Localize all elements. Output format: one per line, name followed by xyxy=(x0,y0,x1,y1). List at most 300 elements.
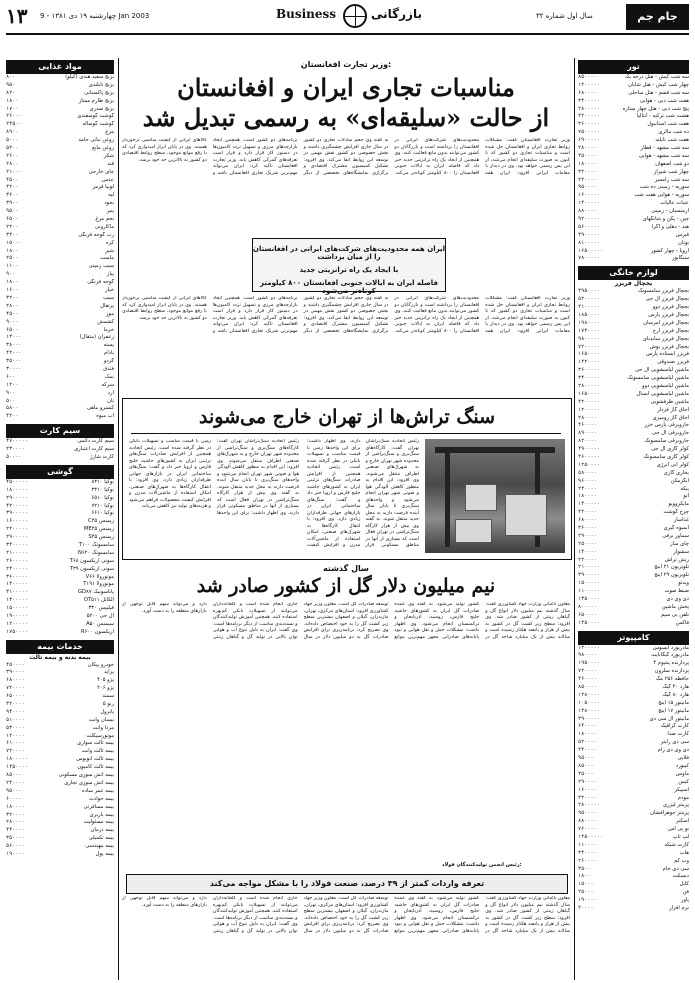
price-label: آلکاتل OT۵۱۱ xyxy=(83,597,114,604)
price-row xyxy=(6,334,114,342)
price-value: ۲۸۰۰۰۰ xyxy=(6,819,25,826)
price-label: یونان xyxy=(678,239,689,246)
price-value: ۳۴۰۰۰۰ xyxy=(578,849,597,856)
price-row xyxy=(578,905,689,913)
price-label: برنج تایلندی xyxy=(88,81,114,88)
price-value: ۴۵۰۰۰۰ xyxy=(578,152,597,159)
price-row xyxy=(6,740,114,748)
price-row xyxy=(6,74,114,82)
price-label: مادربورد ایسوس xyxy=(652,644,689,651)
price-value: ۲۵۰۰۰ xyxy=(578,889,594,896)
price-row xyxy=(578,383,689,391)
price-label: فریزر ایستاده پارس xyxy=(646,351,689,358)
price-value: ۲۱۰۰۰۰۰ xyxy=(6,549,28,556)
mobile-section-title: گوشی xyxy=(6,465,114,479)
price-label: گردو xyxy=(103,358,114,365)
price-value: ۳۱۰۰۰۰۰ xyxy=(6,589,28,596)
price-row xyxy=(6,82,114,90)
article1-deck-line1: ایران همه محدودیت‌های شرکت‌های ایرانی در افغانستان را از میان برداشت xyxy=(253,245,445,261)
price-value: ۵۰۰۰۰ xyxy=(6,453,22,460)
price-row xyxy=(578,98,689,106)
price-label: خودرو پیکان xyxy=(87,661,114,668)
article1-deck-line3: فاصله ایران به ایالات جنوبی افغانستان ۸۰۰ کیلومتر کوتاه‌تر می‌شود xyxy=(259,279,438,295)
price-label: مانیتور ۱۷ اینچ xyxy=(658,707,689,714)
price-label: هشت شب ترکیه - آنتالیا xyxy=(636,113,689,120)
price-value: ۵۶۰۰۰۰۰ xyxy=(578,223,600,230)
price-row xyxy=(578,684,689,692)
price-value: ۱۸۰۰۰۰ xyxy=(578,731,597,738)
price-row xyxy=(6,366,114,374)
price-label: بیمه عمر ساده xyxy=(82,787,114,794)
price-value: ۵۳۰۰۰۰ xyxy=(6,724,25,731)
price-label: اروپا - چهار کشور xyxy=(650,247,689,254)
price-label: خیار xyxy=(105,287,114,294)
article2-body-mid: رئیس اتحادیه سنگ‌تراشان تهران گفت: کارگاه‌های سنگ‌بری و سنگ‌تراشی از محدوده شهر تهران خارج و به شهرک‌های صنعتی اطراف منتقل می‌شوند. وی افزود: این اقدام به منظور کاهش آلودگی هوا و صوتی شهر تهران انجام می‌شود و واحدهای سنگ‌بری تا پایان سال آینده فرصت دارند به محل جدید منتقل شوند. به گفته وی بیش از هزار کارگاه سنگ‌تراشی در تهران فعال است که بسیاری از آنها در مناطق مسکونی قرار دارند. وی اظهار داشت: برای این واحدها زمین با قیمت مناسب و تسهیلات بانکی در نظر گرفته شده است. رئیس اتحادیه همچنین از افزایش صادرات سنگ‌های تزئینی ایران به کشورهای حاشیه خلیج فارس و اروپا خبر داد و گفت: سنگ‌های ساختمانی ایران در بازارهای جهانی طرفداران زیادی دارد. وی افزود: با انتقال کارگاه‌ها به شهرک‌های صنعتی، امکان استفاده از ماشین‌آلات مدرن و افزایش کیفیت xyxy=(307,439,419,548)
price-row xyxy=(578,184,689,192)
price-label: ارمنستان - زمینی xyxy=(651,208,689,215)
section-title-fa: بازرگانی xyxy=(371,7,422,21)
price-value: ۱۴۵۰۰۰۰۰ xyxy=(578,833,603,840)
price-row xyxy=(6,192,114,200)
price-value: ۳۴۰۰۰۰۰ xyxy=(578,375,600,382)
price-label: پخش ماشین xyxy=(661,603,689,610)
price-value: ۳۶۰۰۰۰ xyxy=(578,525,597,531)
price-row xyxy=(6,827,114,835)
price-value: ۳۲۰۰۰۰ xyxy=(6,701,25,708)
price-row xyxy=(578,525,689,533)
price-label: موز xyxy=(106,310,114,317)
price-value: ۷۸۰۰۰۰۰ xyxy=(578,255,600,262)
price-value: ۶۱۰۰۰۰ xyxy=(6,740,25,747)
price-value: ۹۸۰۰۰۰۰ xyxy=(578,335,600,342)
price-row xyxy=(578,676,689,684)
price-row xyxy=(578,580,689,588)
price-row xyxy=(6,129,114,137)
price-label: کارت گرافیک xyxy=(660,723,689,730)
price-row xyxy=(6,589,114,597)
price-row xyxy=(6,224,114,232)
price-value: ۴۶۰۰۰۰۰ xyxy=(578,453,600,460)
price-value: ۵۰۰ xyxy=(6,397,16,404)
price-value: ۴۵۰۰ xyxy=(6,176,19,183)
appliance-section-title: لوازم خانگی xyxy=(578,266,689,280)
price-row xyxy=(578,858,689,866)
price-label: سی دی خام xyxy=(662,865,689,872)
price-label: سه شب رامسر xyxy=(654,176,689,183)
price-label: پاترول xyxy=(100,708,114,715)
price-label: چهار شب شیراز xyxy=(653,168,689,175)
price-value: ۳۹۰۰ xyxy=(6,200,19,207)
price-row xyxy=(6,200,114,208)
price-value: ۲۸۰۰۰۰۰ xyxy=(578,105,600,112)
price-row xyxy=(578,391,689,399)
price-label: کارت شارژ xyxy=(89,453,114,460)
price-label: بیمه ثالث اتوبوس xyxy=(76,756,114,763)
price-label: سونی اریکسون T۶۸ xyxy=(69,557,114,564)
price-row xyxy=(578,810,689,818)
price-label: هارد ۴۰ گیگ xyxy=(662,684,689,691)
article-stone-cutters xyxy=(122,398,572,560)
price-label: کارت صدا xyxy=(667,731,689,738)
price-row xyxy=(6,121,114,129)
price-value: ۲۴۰۰۰۰ xyxy=(578,485,597,492)
price-label: جاروبرقی سامسونگ xyxy=(644,438,689,445)
price-row xyxy=(578,240,689,248)
price-row xyxy=(6,342,114,350)
price-row xyxy=(578,359,689,367)
price-row xyxy=(578,739,689,747)
price-row xyxy=(578,897,689,905)
price-label: سیم کارت دائمی xyxy=(77,438,114,445)
price-value: ۱۲۰۰۰۰ xyxy=(6,732,25,739)
price-row xyxy=(578,304,689,312)
price-value: ۲۹۰۰۰۰ xyxy=(578,532,597,539)
price-label: فندق xyxy=(103,365,114,372)
price-value: ۲۲۰۰ xyxy=(6,223,19,230)
price-value: ۱۲۰۰ xyxy=(6,381,19,388)
price-label: سوریه - زمینی ده شب xyxy=(639,184,689,191)
price-row xyxy=(578,438,689,446)
price-value: ۹۵۰ xyxy=(6,81,16,88)
price-row xyxy=(578,74,689,82)
price-value: ۱۸۰۰ xyxy=(578,873,591,880)
price-row xyxy=(578,255,689,263)
price-label: نوکیا ۶۵۱۰ xyxy=(91,494,114,501)
price-label: پنج شب دبی - هتل چهار ستاره xyxy=(622,105,689,112)
globe-icon xyxy=(343,4,367,28)
price-value: ۴۹۵۰۰۰۰ xyxy=(578,288,600,295)
price-value: ۷۲۰۰۰۰۰ xyxy=(578,343,600,350)
price-row xyxy=(6,662,114,670)
price-label: هفت شب استانبول xyxy=(647,121,689,128)
price-value: ۱۳۰۰۰۰۰ xyxy=(6,597,28,604)
price-row xyxy=(6,255,114,263)
price-label: دی وی دی xyxy=(666,596,689,603)
price-value: ۱۷۰۰ xyxy=(6,105,19,112)
price-value: ۱۲۵۰۰۰۰ xyxy=(578,461,600,468)
price-label: لوبیا قرمز xyxy=(92,184,114,191)
price-label: موتورولا V۶۶ xyxy=(85,573,114,580)
price-row xyxy=(578,336,689,344)
price-row xyxy=(578,779,689,787)
price-label: عتبات عالیات xyxy=(660,200,689,207)
price-value: ۸۸۰۰۰۰ xyxy=(578,818,597,825)
price-label: پراید xyxy=(104,669,114,676)
price-label: چهار شب کیش - هتل شایان xyxy=(628,81,689,88)
price-row xyxy=(6,717,114,725)
price-row xyxy=(6,287,114,295)
price-label: یخچال فریزر دوو xyxy=(652,304,689,311)
price-value: ۵۸۰۰۰۰ xyxy=(578,469,597,476)
price-row xyxy=(578,596,689,604)
price-row xyxy=(6,279,114,287)
price-label: سمند xyxy=(102,693,114,700)
price-label: شکر xyxy=(103,152,114,159)
right-price-column xyxy=(578,60,689,980)
price-label: سیمنس A۵۰ xyxy=(86,620,114,627)
price-label: سه شب کیش - هتل درجه یک xyxy=(624,74,689,80)
price-row xyxy=(6,398,114,406)
price-label: دی وی دی رام xyxy=(657,747,689,754)
price-label: نوکیا ۳۳۱۰ xyxy=(91,486,114,493)
price-label: تلفن بی سیم xyxy=(660,611,689,618)
price-label: ماکارونی xyxy=(94,223,114,230)
price-value: ۸۱۰۰۰۰۰ xyxy=(578,239,600,246)
price-row xyxy=(6,550,114,558)
article2-rule xyxy=(131,433,561,434)
price-value: ۱۵۰۰۰ xyxy=(578,881,594,888)
price-label: چای خارجی xyxy=(88,168,114,175)
price-value: ۱۸۵۰۰۰۰ xyxy=(578,311,600,318)
price-value: ۶۴۰۰۰۰ xyxy=(578,723,597,730)
price-row xyxy=(578,82,689,90)
price-value: ۱۸۰۰ xyxy=(6,97,19,104)
price-value: ۶۹۰۰۰۰۰ xyxy=(578,137,600,144)
price-row xyxy=(578,747,689,755)
price-label: غذاساز xyxy=(673,517,689,524)
price-value: ۱۸۰۰۰۰ xyxy=(578,493,597,500)
price-label: دو شب اصفهان xyxy=(655,160,689,167)
price-label: برنج صدری xyxy=(89,105,114,112)
price-row xyxy=(6,526,114,534)
tour-price-list xyxy=(578,74,689,263)
price-label: لپ تاپ xyxy=(672,833,689,840)
price-row xyxy=(6,581,114,589)
price-value: ۱۸۰۰۰۰۰ xyxy=(6,486,28,493)
price-row xyxy=(578,208,689,216)
price-label: هارد ۸۰ گیگ xyxy=(662,691,689,698)
price-value: ۴۲۰۰۰ xyxy=(6,350,22,357)
price-row xyxy=(6,851,114,859)
sim-price-list xyxy=(6,438,114,462)
price-label: پنیر xyxy=(106,208,114,215)
price-label: بیمه آتش سوزی تجاری xyxy=(64,779,114,786)
price-value: ۹۵۰۰۰۰ xyxy=(578,184,597,191)
price-label: کولر گازی ال جی xyxy=(651,446,689,453)
price-value: ۷۵۰۰۰۰۰ xyxy=(578,129,600,136)
price-label: نمک xyxy=(104,373,114,380)
price-row xyxy=(6,812,114,820)
price-label: خرما xyxy=(103,326,114,333)
price-row xyxy=(6,216,114,224)
price-label: سنگاپور xyxy=(672,255,689,262)
price-row xyxy=(578,446,689,454)
price-value: ۸۰۰ xyxy=(6,74,16,80)
price-label: بیمه ثالث سواری xyxy=(77,740,114,747)
price-label: فاکس xyxy=(675,619,689,626)
price-row xyxy=(6,263,114,271)
price-row xyxy=(578,509,689,517)
price-value: ۲۸۰۰۰۰۰ xyxy=(578,802,600,809)
price-row xyxy=(6,621,114,629)
price-label: نان xyxy=(107,397,114,404)
price-label: قبرس xyxy=(675,231,689,238)
price-row xyxy=(578,604,689,612)
price-row xyxy=(578,668,689,676)
price-label: یخچال فریزر پارس xyxy=(648,311,689,318)
price-label: هاب xyxy=(679,849,689,856)
price-row xyxy=(578,145,689,153)
price-value: ۵۸۰۰ xyxy=(6,405,19,412)
price-value: ۳۲۰۰۰۰ xyxy=(578,168,597,175)
price-label: روغن مایع xyxy=(92,145,114,152)
price-label: اریکسون R۶۰۰ xyxy=(81,628,114,635)
price-row xyxy=(578,296,689,304)
price-row xyxy=(6,106,114,114)
price-value: ۴۵۰۰۰۰۰ xyxy=(6,478,28,485)
price-value: ۱۹۰۰۰۰۰ xyxy=(6,613,28,619)
price-value: ۴۶۰۰۰۰ xyxy=(578,676,597,683)
price-label: آبگرمکن xyxy=(670,477,689,484)
price-label: جاروبرقی پارس خزر xyxy=(644,422,689,429)
price-row xyxy=(6,98,114,106)
issue-number: سال اول شماره ۳۲ xyxy=(536,12,593,20)
price-value: ۴۲۰۰ xyxy=(6,184,19,191)
article1-body-bottom: وزیر تجارت افغانستان گفت: مشکلات روابط تجاری ایران و افغانستان حل شده است و مناسبات تجاری دو کشور که تا کنون به صورت سلیقه‌ای انجام می‌شد، از این پس رسمی خواهد بود. وی در دیدار با مقامات ایرانی افزود: ایران همه محدودیت‌های شرکت‌های ایرانی در افغانستان را برداشته است و بازرگانان دو کشور می‌توانند بدون مانع فعالیت کنند. وی همچنین از ایجاد یک راه ترانزیتی جدید خبر داد که فاصله ایران به ایالات جنوبی افغانستان را ۸۰۰ کیلومتر کوتاه‌تر می‌کند. به گفته وی حجم مبادلات تجاری دو کشور در سال جاری افزایش چشمگیری داشته و بخش خصوصی دو کشور نقش مهمی در توسعه این روابط ایفا می‌کند. وی افزود: تشکیل کمیسیون مشترک اقتصادی و برگزاری نمایشگاه‌های تخصصی از دیگر برنامه‌های دو کشور است. همچنین ایجاد بازارچه‌های مرزی و تسهیل تردد کامیون‌ها در دستور کار قرار دارد و قرار است تعرفه‌های گمرکی کاهش یابد. وزیر تجارت افغانستان تاکید کرد: ایران می‌تواند مهم‌ترین شریک تجاری افغانستان باشد و کالاهای ایرانی از کیفیت مناسبی برخوردار هستند. وی در پایان ابراز امیدواری کرد که با رفع موانع موجود، سطح روابط اقتصادی دو کشور به بالاترین حد خود برسد. xyxy=(122,296,570,334)
price-label: بیمه باربری xyxy=(89,811,114,818)
price-label: هند - دهلی و آگرا xyxy=(651,223,689,230)
price-row xyxy=(6,725,114,733)
price-value: ۵۱۰۰۰۰ xyxy=(6,716,25,723)
price-value: ۳۶۰۰۰۰۰ xyxy=(6,573,28,580)
price-value: ۳۲۰۰ xyxy=(6,294,19,301)
price-value: ۸۰۰۰۰۰ xyxy=(578,603,597,610)
article3-body: معاون باغبانی وزارت جهاد کشاورزی گفت: سال گذشته نیم میلیون دلار انواع گل و گیاهان زینتی از کشور صادر شد. وی افزود: سطح زیر کشت گل در کشور به بیش از هزار و پانصد هکتار رسیده است و سالانه بیش از یک میلیارد شاخه گل در کشور تولید می‌شود. به گفته وی عمده صادرات گل ایران به کشورهای حاشیه خلیج فارس، روسیه، آذربایجان و ترکمنستان انجام می‌شود. وی اظهار داشت: مشکلات حمل و نقل هوایی و نبود پایانه‌های صادراتی مجهز مهم‌ترین موانع توسعه صادرات گل است. معاون وزیر جهاد کشاورزی افزود: استان‌های مرکزی، تهران، مازندران، گیلان و اصفهان بیشترین سطح زیر کشت گل را به خود اختصاص داده‌اند. وی تصریح کرد: برنامه‌ریزی برای افزایش صادرات گل به دو میلیون دلار در سال جاری انجام شده است و گلخانه‌داران می‌توانند از تسهیلات بانکی کم‌بهره استفاده کنند. همچنین آموزش تولیدکنندگان و بسته‌بندی مناسب از دیگر برنامه‌ها است. وی گفت: ایران به دلیل تنوع آب و هوایی توان بالایی در تولید گل و گیاهان زینتی دارد و می‌تواند سهم قابل توجهی از بازارهای منطقه را به دست آورد. xyxy=(122,602,570,640)
price-row xyxy=(6,597,114,605)
price-label: جاروبرقی ال جی xyxy=(652,430,689,437)
price-row xyxy=(578,818,689,826)
price-value: ۷۲۰۰۰۰ xyxy=(6,748,25,755)
price-row xyxy=(578,771,689,779)
left-column-rule xyxy=(118,58,119,980)
price-label: سامسونگ N۶۲۰ xyxy=(78,549,114,556)
price-value: ۲۴۵۰۰ xyxy=(6,121,22,128)
price-label: یخچال فریزر ارج xyxy=(652,327,689,334)
price-value: ۱۵۰۰۰ xyxy=(6,239,22,246)
price-row xyxy=(6,542,114,550)
price-label: حافظه ۲۵۶ مگ xyxy=(655,676,689,683)
price-row xyxy=(578,422,689,430)
price-row xyxy=(6,248,114,256)
insurance-price-list xyxy=(6,662,114,859)
price-row xyxy=(6,709,114,717)
price-label: نوکیا ۷۲۱۰ xyxy=(91,502,114,509)
price-value: ۲۹۰۰۰۰۰ xyxy=(6,534,28,541)
left-price-column xyxy=(6,60,114,980)
price-row xyxy=(6,90,114,98)
price-row xyxy=(578,763,689,771)
price-value: ۳۶۰۰۰۰۰ xyxy=(578,121,600,128)
price-row xyxy=(578,834,689,842)
price-value: ۸۵۰۰۰۰ xyxy=(578,684,597,691)
article1-headline-line2: از حالت «سلیقه‌ای» به رسمی تبدیل شد xyxy=(142,103,550,132)
price-label: کشمش xyxy=(97,318,114,325)
issue-date: چهارشنبه ۱۹ دی ۱۳۸۱ - 9 Jan 2003 xyxy=(40,12,150,20)
price-value: ۱۲۸۰۰۰۰ xyxy=(578,691,600,698)
price-row xyxy=(6,574,114,582)
price-row xyxy=(578,344,689,352)
price-value: ۲۸۰۰۰۰۰ xyxy=(578,382,600,389)
price-value: ۱۰۵۰۰۰۰ xyxy=(578,699,600,706)
price-value: ۱۴۵۰۰۰۰ xyxy=(6,764,28,771)
price-row xyxy=(6,405,114,413)
price-row xyxy=(6,843,114,851)
price-row xyxy=(6,303,114,311)
price-label: بیمه درمان xyxy=(90,827,114,834)
price-label: زعفران (مثقال) xyxy=(79,334,114,341)
price-row xyxy=(578,462,689,470)
price-label: سشوار xyxy=(673,548,689,555)
price-value: ۱۲۰۰۰۰۰ xyxy=(578,406,600,413)
price-label: یخچال فریزر ال جی xyxy=(645,296,689,303)
price-value: ۱۴۰۰۰۰۰ xyxy=(6,581,28,588)
price-row xyxy=(6,819,114,827)
price-value: ۶۰۰۰۰ xyxy=(6,795,22,802)
price-label: عدس xyxy=(101,176,114,183)
price-value: ۱۲۰۰۰۰۰ xyxy=(6,620,28,627)
price-label: پاناسونیک GD۸۷ xyxy=(78,589,114,596)
price-label: ماوس xyxy=(675,770,689,777)
price-row xyxy=(578,549,689,557)
price-value: ۲۸۰۰ xyxy=(6,302,19,309)
newspaper-logo: جام جم xyxy=(626,4,689,30)
price-value: ۲۵۰۰ xyxy=(6,255,19,262)
price-value: ۳۵۰۰ xyxy=(578,865,591,872)
price-value: ۲۱۰۰۰۰۰ xyxy=(578,564,600,571)
price-value: ۳۴۰۰۰۰۰ xyxy=(578,97,600,104)
price-value: ۳۶۰۰۰۰۰ xyxy=(578,367,600,374)
price-label: پژو ۲۰۶ xyxy=(97,685,114,692)
price-value: ۹۵۰۰۰ xyxy=(578,755,594,762)
price-value: ۲۳۰۰۰۰ xyxy=(6,446,25,453)
price-row xyxy=(6,685,114,693)
price-label: سیب xyxy=(102,294,114,301)
price-label: وب کم xyxy=(674,857,689,864)
steel-tariff-headline: تعرفه واردات کمتر از ۳۹ درصد، صنعت فولاد را با مشکل مواجه می‌کند xyxy=(209,879,485,888)
price-row xyxy=(578,288,689,296)
mobile-price-list xyxy=(6,479,114,637)
price-value: ۱۸۰۰۰۰۰ xyxy=(6,756,28,763)
price-label: آرد xyxy=(107,389,114,396)
price-value: ۹۵۰۰۰ xyxy=(6,787,22,794)
price-label: نوکیا ۸۳۱۰ xyxy=(91,478,114,485)
price-label: پرینتر جوهرافشان xyxy=(650,810,689,817)
price-label: سوریه - هوایی هفت شب xyxy=(634,192,689,199)
steel-tariff-banner xyxy=(126,874,568,894)
price-row xyxy=(578,129,689,137)
price-value: ۴۹۰۰۰۰۰ xyxy=(578,231,600,238)
price-value: ۲۶۰۰ xyxy=(6,152,19,159)
price-row xyxy=(578,351,689,359)
price-row xyxy=(578,889,689,897)
price-value: ۳۲۰۰۰۰ xyxy=(578,794,597,801)
price-value: ۹۶۰۰۰۰ xyxy=(578,477,597,484)
price-label: آب میوه xyxy=(96,413,114,420)
price-label: تلویزیون ۲۱ اینچ xyxy=(654,564,689,571)
price-row xyxy=(6,232,114,240)
price-value: ۴۵۰۰۰ xyxy=(578,770,594,777)
price-row xyxy=(6,169,114,177)
price-row xyxy=(578,248,689,256)
price-label: شیر xyxy=(105,247,114,254)
price-value: ۸۵۰۰۰ xyxy=(6,772,22,779)
price-row xyxy=(578,106,689,114)
price-value: ۶۸۰۰۰۰ xyxy=(578,517,597,524)
price-label: زیمنس S۴۵ xyxy=(88,534,114,541)
price-value: ۹۴۰۰۰۰ xyxy=(6,708,25,715)
price-label: اجاق گاز فردار xyxy=(657,406,689,413)
price-row xyxy=(578,755,689,763)
